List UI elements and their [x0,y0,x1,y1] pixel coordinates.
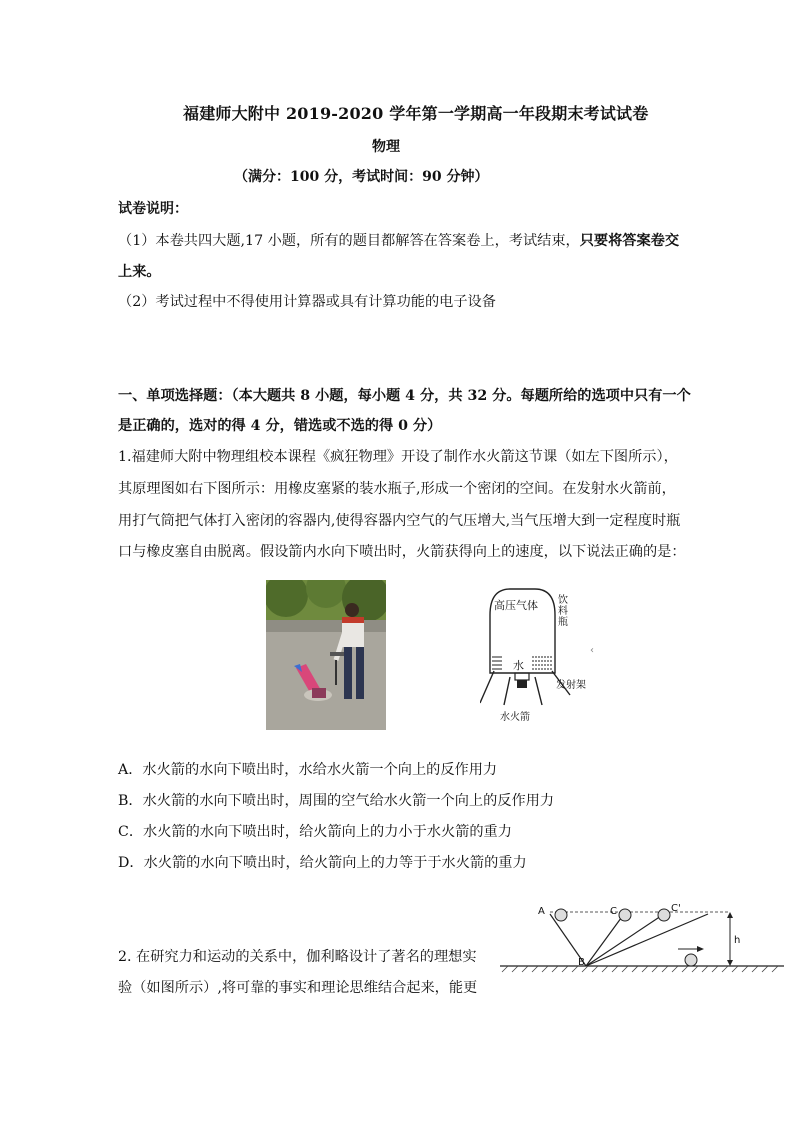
q1-option-c: C．水火箭的水向下喷出时，给火箭向上的力小于水火箭的重力 [118,824,512,840]
label-c-prime: C' [671,903,681,914]
instructions-heading: 试卷说明： [118,201,188,217]
q1-text-line-3: 用打气筒把气体打入密闭的容器内,使得容器内空气的气压增大,当气压增大到一定程度时瓶 [118,513,681,529]
stand-label: 发射架 [556,680,586,691]
bracket-mark: ‹ [590,645,594,656]
q2-text-line-2: 验（如图所示）,将可靠的事实和理论思维结合起来，能更 [118,980,478,996]
water-rocket-diagram [480,585,600,730]
rocket-label: 水火箭 [500,712,530,723]
exam-title: 福建师大附中 2019-2020 学年第一学期高一年段期末考试试卷 [183,104,649,123]
score-time-info: （满分：100 分，考试时间：90 分钟） [234,169,489,185]
section-1-heading-line-2: 是正确的，选对的得 4 分，错选或不选的得 0 分） [118,418,442,434]
q1-text-line-4: 口与橡皮塞自由脱离。假设箭内水向下喷出时，火箭获得向上的速度，以下说法正确的是： [118,544,686,560]
label-a: A [538,906,545,917]
instruction-item-1-text: （1）本卷共四大题,17 小题，所有的题目都解答在答案卷上，考试结束， [118,233,580,249]
label-c: C [610,906,617,917]
section-1-heading-line-1: 一、单项选择题：（本大题共 8 小题，每小题 4 分，共 32 分。每题所给的选项中只有一个 [118,388,691,404]
instruction-item-2: （2）考试过程中不得使用计算器或具有计算功能的电子设备 [118,294,496,310]
q1-text-line-2: 其原理图如右下图所示：用橡皮塞紧的装水瓶子,形成一个密闭的空间。在发射水火箭前， [118,481,676,497]
q1-option-a: A．水火箭的水向下喷出时，水给水火箭一个向上的反作用力 [118,762,498,778]
label-b: B [578,957,585,968]
instruction-item-1-emphasis: 只要将答案卷交 [579,233,680,249]
q1-principle-diagram [480,585,600,730]
q1-text-line-1: 1.福建师大附中物理组校本课程《疯狂物理》开设了制作水火箭这节课（如左下图所示）， [118,449,678,465]
label-h: h [734,935,741,946]
photo-illustration [266,580,386,730]
galileo-incline-diagram [498,896,788,980]
instruction-item-1 [118,230,679,250]
gas-label: 高压气体 [494,599,538,612]
bottle-label: 饮料瓶 [558,595,568,628]
q1-option-d: D．水火箭的水向下喷出时，给火箭向上的力等于于水火箭的重力 [118,855,527,871]
q1-option-b: B．水火箭的水向下喷出时，周围的空气给水火箭一个向上的反作用力 [118,793,555,809]
subject-label: 物理 [372,139,400,155]
water-label: 水 [513,659,524,672]
q2-text-line-1: 2. 在研究力和运动的关系中，伽利略设计了著名的理想实 [118,949,477,965]
instruction-item-1-continued: 上来。 [118,264,161,280]
q1-photo-water-rocket [266,580,386,730]
q2-galileo-diagram [498,896,788,980]
